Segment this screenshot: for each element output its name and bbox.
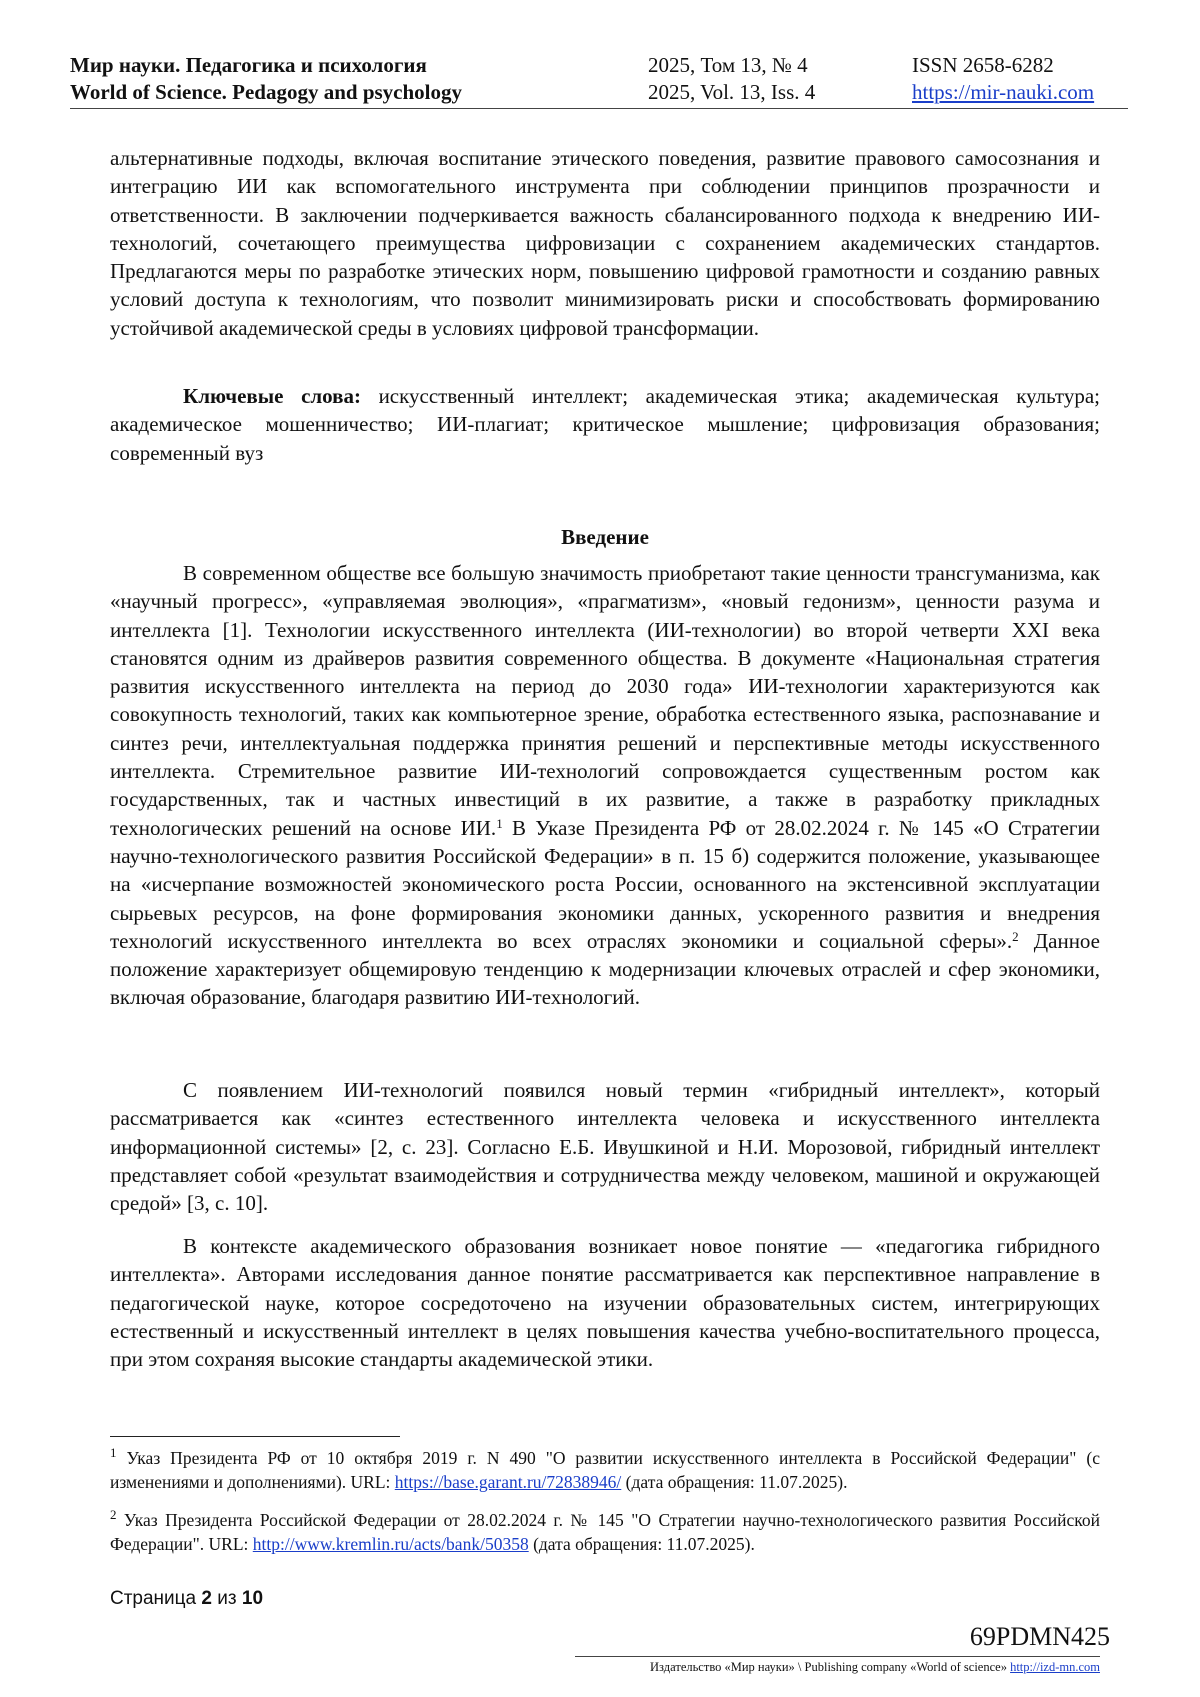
intro-paragraph-3: В контексте академического образования возникает новое понятие — «педагогика гибридного интеллекта». Авторами исследования данное понятие рассматривается как перспективное направление в педагогической науке, которое сосредоточено на изучении образовательных систем, интегрирующих естественный и искусственный интеллект в целях повышения качества учебно-воспитательного процесса, при этом сохраняя высокие стандарты академической этики.: [110, 1234, 1100, 1372]
keywords-text: искусственный интеллект; академическая этика; академическая культура; академическое мошенничество; ИИ-плагиат; критическое мышление; цифровизация образования; современный вуз: [110, 384, 1100, 465]
section-title: Введение: [561, 525, 649, 549]
issn: ISSN 2658-6282: [912, 53, 1054, 77]
journal-site-link[interactable]: https://mir-nauki.com: [912, 80, 1095, 104]
footnote-ref-1[interactable]: 1: [496, 815, 503, 831]
issue-en: 2025, Vol. 13, Iss. 4: [648, 80, 816, 104]
intro-paragraph-2: С появлением ИИ-технологий появился новый термин «гибридный интеллект», который рассматривается как «синтез естественного интеллекта человека и искусственного интеллекта информационной системы» [2, с. 23]. Согласно Е.Б. Ивушкиной и Н.И. Морозовой, гибридный интеллект представляет собой «результат взаимодействия и сотрудничества между человеком, машиной и окружающей средой» [3, с. 10].: [110, 1078, 1100, 1216]
running-header: [70, 52, 1128, 109]
issue-ru: 2025, Том 13, № 4: [648, 53, 808, 77]
keywords-label: Ключевые слова:: [183, 384, 361, 408]
keywords: [110, 382, 1100, 467]
footnote-ref-2[interactable]: 2: [1012, 928, 1019, 944]
issue-block: [648, 52, 815, 106]
publisher-line: Издательство «Мир науки» \ Publishing company «World of science» http://izd-mn.com: [650, 1660, 1100, 1674]
footnote-divider: [110, 1436, 400, 1437]
intro-paragraph-1: В современном обществе все большую значимость приобретают такие ценности трансгуманизма, как «научный прогресс», «управляемая эволюция», «прагматизм», «новый гедонизм», ценности разума и интеллекта [1]. Технологии искусственного интеллекта (ИИ-технологии) во второй четверти XXI века становятся одним из драйверов развития современного общества. В документе «Национальная стратегия развития искусственного интеллекта на период до 2030 года» ИИ-технологии характеризуются как совокупность технологий, таких как компьютерное зрение, обработка естественного языка, распознавание и синтез речи, интеллектуальная поддержка принятия решений и перспективные методы искусственного интеллекта. Стремительное развитие ИИ-технологий сопровождается существенным ростом как государственных, так и частных инвестиций в их развитие, а также в разработку прикладных технологических решений на основе ИИ.$^1$ В Указе Президента РФ от 28.02.2024 г. № 145 «О Стратегии научно-технологического развития Российской Федерации» в п. 15 б) содержится положение, указывающее на «исчерпание возможностей экономического роста России, основанного на экстенсивной эксплуатации сырьевых ресурсов, на фоне формирования экономики данных, ускоренного развития и внедрения технологий искусственного интеллекта во всех отраслях экономики и социальной сферы».$^2$ Данное положение характеризует общемировую тенденцию к модернизации ключевых отраслей и сфер экономики, включая образование, благодаря развитию ИИ-технологий.: [110, 561, 1101, 1010]
issn-block: [912, 52, 1094, 106]
abstract-tail: альтернативные подходы, включая воспитание этического поведения, развитие правового самосознания и интеграцию ИИ как вспомогательного инструмента при соблюдении принципов прозрачности и ответственности. В заключении подчеркивается важность сбалансированного подхода к внедрению ИИ-технологий, сочетающего преимущества цифровизации с сохранением академических стандартов. Предлагаются меры по разработке этических норм, повышению цифровой грамотности и созданию равных условий доступа к технологиям, что позволит минимизировать риски и способствовать формированию устойчивой академической среды в условиях цифровой трансформации.: [110, 146, 1100, 340]
footnote-1-link[interactable]: https://base.garant.ru/72838946/: [394, 1472, 622, 1492]
document-id: 69PDMN425: [969, 1622, 1110, 1651]
footer-divider: [575, 1656, 1100, 1657]
footnote-2-link[interactable]: http://www.kremlin.ru/acts/bank/50358: [252, 1534, 529, 1554]
journal-title-ru: Мир науки. Педагогика и психология: [70, 53, 427, 77]
journal-title-block: [70, 52, 462, 106]
journal-title-en: World of Science. Pedagogy and psychology: [70, 80, 463, 104]
footnote-1: $^1$ Указ Президента РФ от 10 октября 2019 г. N 490 "О развитии искусственного интеллекта в Российской Федерации" (с изменениями и дополнениями). URL: https://base.garant.ru/72838946/ (дата обращения: 11.07.2025).: [110, 1445, 1100, 1492]
publisher-link[interactable]: http://izd-mn.com: [1010, 1660, 1100, 1674]
page-number: Страница 2 из 10: [110, 1588, 264, 1609]
footnote-2: $^2$ Указ Президента Российской Федерации от 28.02.2024 г. № 145 "О Стратегии научно-технологического развития Российской Федерации". URL: http://www.kremlin.ru/acts/bank/50358 (дата обращения: 11.07.2025).: [110, 1507, 1100, 1554]
